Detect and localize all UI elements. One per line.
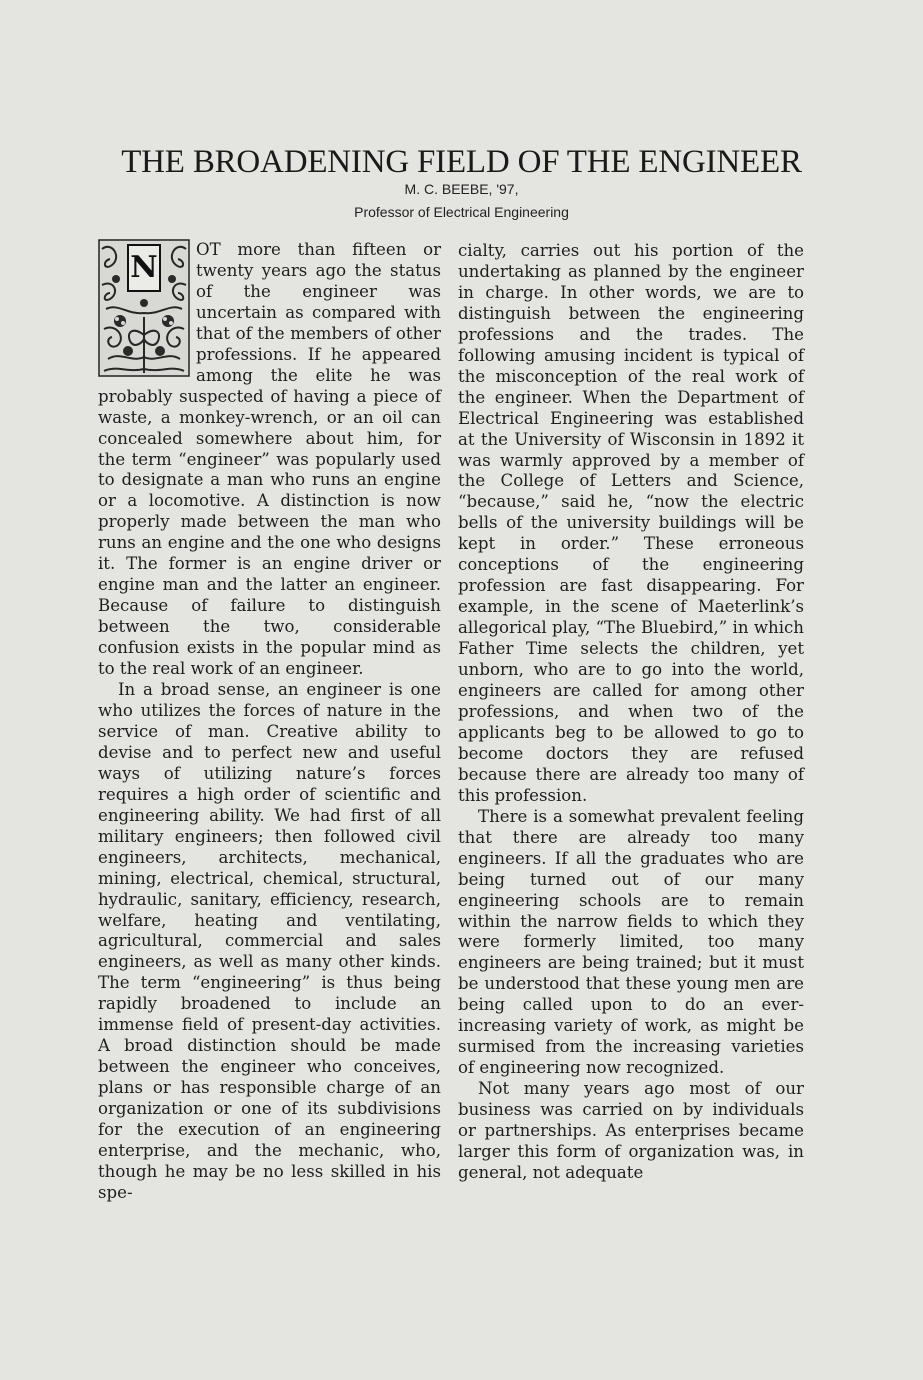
right-column — [458, 241, 804, 1184]
paragraph-too-many-engineers: There is a somewhat prevalent feeling that there are already too many engineers. If all the graduates who are being turned out of our many engineering schools are to remain within the narrow fields to which they were formerly limited, too many engineers are being trained; but it must be understood that these young men are being called upon to do an ever-increasing variety of work, as might be surmised from the increasing varieties of engineering now recognized. — [458, 806, 804, 1078]
paragraph-business-organization: Not many years ago most of our business was carried on by individuals or partnerships. As enterprises became larger this form of organization was, in general, not adequate — [458, 1079, 804, 1182]
paragraph-opening: OT more than fifteen or twenty years ago the status of the engineer was uncertain as compared with that of the members of other professions. If he appeared among the elite he was probably suspected of having a piece of waste, a monkey-wrench, or an oil can concealed somewhere about him, for the term “engineer” was popularly used to designate a man who runs an engine or a locomotive. A distinction is now properly made between the man who runs an engine and the one who designs it. The former is an engine driver or engine man and the latter an engineer. Because of failure to distinguish between the two, considerable confusion exists in the popular mind as to the real work of an engineer. — [98, 240, 441, 679]
article-title: THE BROADENING FIELD OF THE ENGINEER — [121, 144, 802, 180]
drop-cap-letter: N — [130, 250, 158, 285]
ornamental-drop-cap — [98, 239, 190, 377]
left-column — [98, 240, 441, 1204]
paragraph-broad-sense-continued: cialty, carries out his portion of the undertaking as planned by the engineer in charge. In other words, we are to distinguish between the engineering professions and the trades. The following amusing incident is typical of the misconception of the real work of the engineer. When the Department of Electrical Engineering was established at the University of Wisconsin in 1892 it was warmly approved by a member of the College of Letters and Science, “because,” said he, “now the electric bells of the university buildings will be kept in order.” These erroneous conceptions of the engineering profession are fast disappearing. For example, in the scene of Maeterlink’s allegorical play, “The Bluebird,” in which Father Time selects the children, yet unborn, who are to go into the world, engineers are called for among other professions, and when two of the applicants beg to be allowed to go to become doctors they are refused because there are already too many of this profession. — [458, 241, 804, 805]
paragraph-broad-sense: In a broad sense, an engineer is one who utilizes the forces of nature in the service of man. Creative ability to devise and to perfect new and useful ways of utilizing nature’s forces requires a high order of scientific and engineering ability. We had first of all military engineers; then followed civil engineers, architects, mechanical, mining, electrical, chemical, structural, hydraulic, sanitary, efficiency, research, welfare, heating and ventilating, agricultural, commercial and sales engineers, as well as many other kinds. The term “engineering” is thus being rapidly broadened to include an immense field of present-day activities. A broad distinction should be made between the engineer who conceives, plans or has responsible charge of an organization or one of its subdivisions for the execution of an engineering enterprise, and the mechanic, who, though he may be no less skilled in his spe- — [98, 680, 441, 1202]
author-byline: M. C. BEEBE, '97, — [404, 181, 519, 197]
author-affiliation: Professor of Electrical Engineering — [354, 204, 569, 220]
